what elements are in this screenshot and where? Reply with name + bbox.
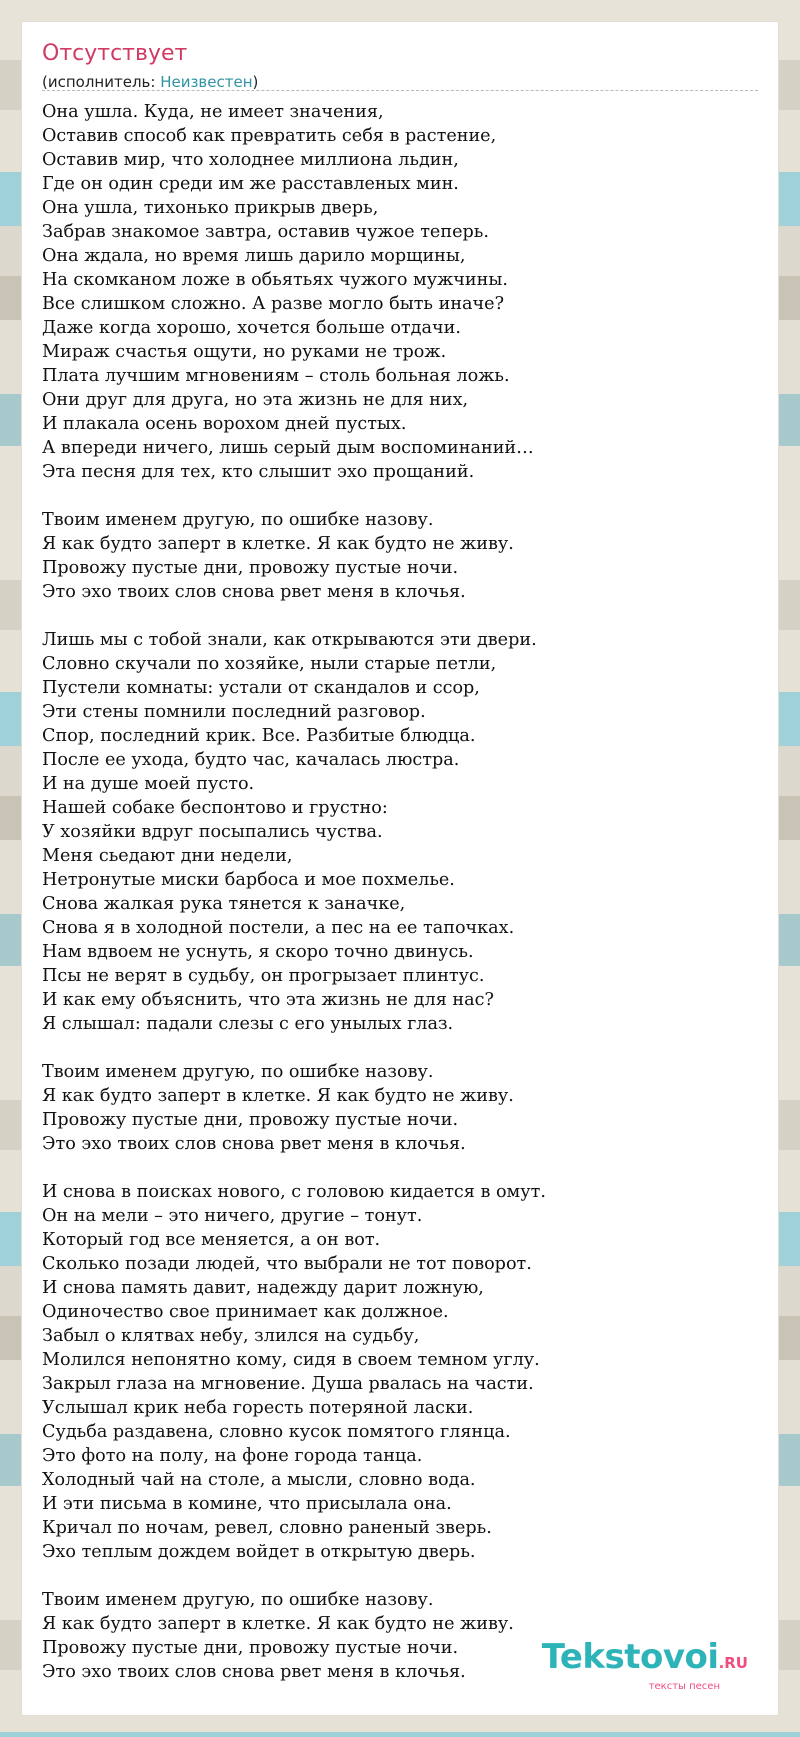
lyrics-line: Нашей собаке беспонтово и грустно: (42, 798, 388, 818)
lyrics-line: Я как будто заперт в клетке. Я как будто не живу. (42, 534, 514, 554)
lyrics-line: Молился непонятно кому, сидя в своем темном углу. (42, 1350, 540, 1370)
lyrics-line: И эти письма в комине, что присылала она. (42, 1494, 452, 1514)
lyrics-line: Я как будто заперт в клетке. Я как будто не живу. (42, 1086, 514, 1106)
lyrics-line: Словно скучали по хозяйке, ныли старые петли, (42, 654, 497, 674)
lyrics-line: Это эхо твоих слов снова рвет меня в клочья. (42, 1134, 466, 1154)
lyrics-line: Они друг для друга, но эта жизнь не для них, (42, 390, 469, 410)
lyrics-stanza (42, 1060, 762, 1156)
lyrics-line: После ее ухода, будто час, качалась люстра. (42, 750, 460, 770)
lyrics-line: Твоим именем другую, по ошибке назову. (42, 1590, 434, 1610)
lyrics-body (42, 100, 762, 1708)
lyrics-line: Снова я в холодной постели, а пес на ее тапочках. (42, 918, 515, 938)
lyrics-line: Твоим именем другую, по ошибке назову. (42, 510, 434, 530)
lyrics-line: Это фото на полу, на фоне города танца. (42, 1446, 423, 1466)
lyrics-line: Все слишком сложно. А разве могло быть иначе? (42, 294, 505, 314)
lyrics-line: Оставив мир, что холоднее миллиона льдин, (42, 150, 459, 170)
lyrics-line: А впереди ничего, лишь серый дым воспоминаний… (42, 438, 534, 458)
artist-suffix: ) (252, 73, 259, 91)
lyrics-line: Снова жалкая рука тянется к заначке, (42, 894, 406, 914)
lyrics-line: Псы не верят в судьбу, он прогрызает плинтус. (42, 966, 485, 986)
lyrics-line: Нам вдвоем не уснуть, я скоро точно двинусь. (42, 942, 474, 962)
lyrics-stanza (42, 100, 762, 484)
logo-wordmark (542, 1639, 748, 1681)
logo-tld: .RU (718, 1654, 748, 1672)
artist-link[interactable]: Неизвестен (160, 73, 253, 91)
lyrics-line: Мираж счастья ощути, но руками не трож. (42, 342, 447, 362)
lyrics-line: Пустели комнаты: устали от скандалов и ссор, (42, 678, 480, 698)
lyrics-line: Провожу пустые дни, провожу пустые ночи. (42, 558, 459, 578)
lyrics-stanza (42, 508, 762, 604)
lyrics-line: Услышал крик неба горесть потеряной ласки. (42, 1398, 474, 1418)
lyrics-line: Забыл о клятвах небу, злился на судьбу, (42, 1326, 420, 1346)
lyrics-line: И как ему объяснить, что эта жизнь не для нас? (42, 990, 494, 1010)
lyrics-line: Меня сьедают дни недели, (42, 846, 293, 866)
lyrics-card (22, 22, 778, 1715)
lyrics-line: И плакала осень ворохом дней пустых. (42, 414, 407, 434)
lyrics-line: Одиночество свое принимает как должное. (42, 1302, 449, 1322)
artist-line (42, 72, 258, 92)
lyrics-line: Она ждала, но время лишь дарило морщины, (42, 246, 466, 266)
lyrics-line: Который год все меняется, а он вот. (42, 1230, 381, 1250)
lyrics-line: Она ушла. Куда, не имеет значения, (42, 102, 384, 122)
lyrics-line: Он на мели – это ничего, другие – тонут. (42, 1206, 423, 1226)
title-divider (42, 90, 758, 91)
lyrics-line: Холодный чай на столе, а мысли, словно вода. (42, 1470, 476, 1490)
lyrics-line: Эти стены помнили последний разговор. (42, 702, 426, 722)
lyrics-stanza (42, 1180, 762, 1564)
lyrics-line: Кричал по ночам, ревел, словно раненый зверь. (42, 1518, 492, 1538)
lyrics-line: Забрав знакомое завтра, оставив чужое теперь. (42, 222, 489, 242)
lyrics-line: Судьба раздавена, словно кусок помятого глянца. (42, 1422, 511, 1442)
lyrics-line: Лишь мы с тобой знали, как открываются эти двери. (42, 630, 537, 650)
lyrics-line: Даже когда хорошо, хочется больше отдачи. (42, 318, 461, 338)
lyrics-line: Это эхо твоих слов снова рвет меня в клочья. (42, 1662, 466, 1682)
lyrics-line: У хозяйки вдруг посыпались чуства. (42, 822, 383, 842)
lyrics-line: Провожу пустые дни, провожу пустые ночи. (42, 1110, 459, 1130)
artist-prefix: (исполнитель: (42, 73, 161, 91)
lyrics-stanza (42, 628, 762, 1036)
lyrics-line: Спор, последний крик. Все. Разбитые блюдца. (42, 726, 476, 746)
lyrics-line: Провожу пустые дни, провожу пустые ночи. (42, 1638, 459, 1658)
lyrics-line: И на душе моей пусто. (42, 774, 255, 794)
site-logo[interactable] (542, 1639, 748, 1693)
lyrics-line: На скомканом ложе в обьятьях чужого мужчины. (42, 270, 508, 290)
lyrics-line: Плата лучшим мгновениям – столь больная ложь. (42, 366, 510, 386)
lyrics-line: Сколько позади людей, что выбрали не тот поворот. (42, 1254, 532, 1274)
lyrics-line: И снова память давит, надежду дарит ложную, (42, 1278, 484, 1298)
lyrics-line: Нетронутые миски барбоса и мое похмелье. (42, 870, 455, 890)
lyrics-line: Эхо теплым дождем войдет в открытую дверь. (42, 1542, 476, 1562)
lyrics-line: Я слышал: падали слезы с его унылых глаз. (42, 1014, 454, 1034)
lyrics-line: Эта песня для тех, кто слышит эхо прощаний. (42, 462, 475, 482)
lyrics-line: Где он один среди им же расставленых мин. (42, 174, 459, 194)
lyrics-line: И снова в поисках нового, с головою кидается в омут. (42, 1182, 546, 1202)
lyrics-line: Оставив способ как превратить себя в растение, (42, 126, 497, 146)
lyrics-line: Это эхо твоих слов снова рвет меня в клочья. (42, 582, 466, 602)
lyrics-line: Твоим именем другую, по ошибке назову. (42, 1062, 434, 1082)
logo-name: Tekstovoi (541, 1637, 719, 1677)
lyrics-line: Закрыл глаза на мгновение. Душа рвалась на части. (42, 1374, 534, 1394)
lyrics-line: Она ушла, тихонько прикрыв дверь, (42, 198, 379, 218)
logo-tagline: тексты песен (648, 1681, 720, 1692)
lyrics-line: Я как будто заперт в клетке. Я как будто не живу. (42, 1614, 514, 1634)
song-title: Отсутствует (42, 41, 188, 66)
